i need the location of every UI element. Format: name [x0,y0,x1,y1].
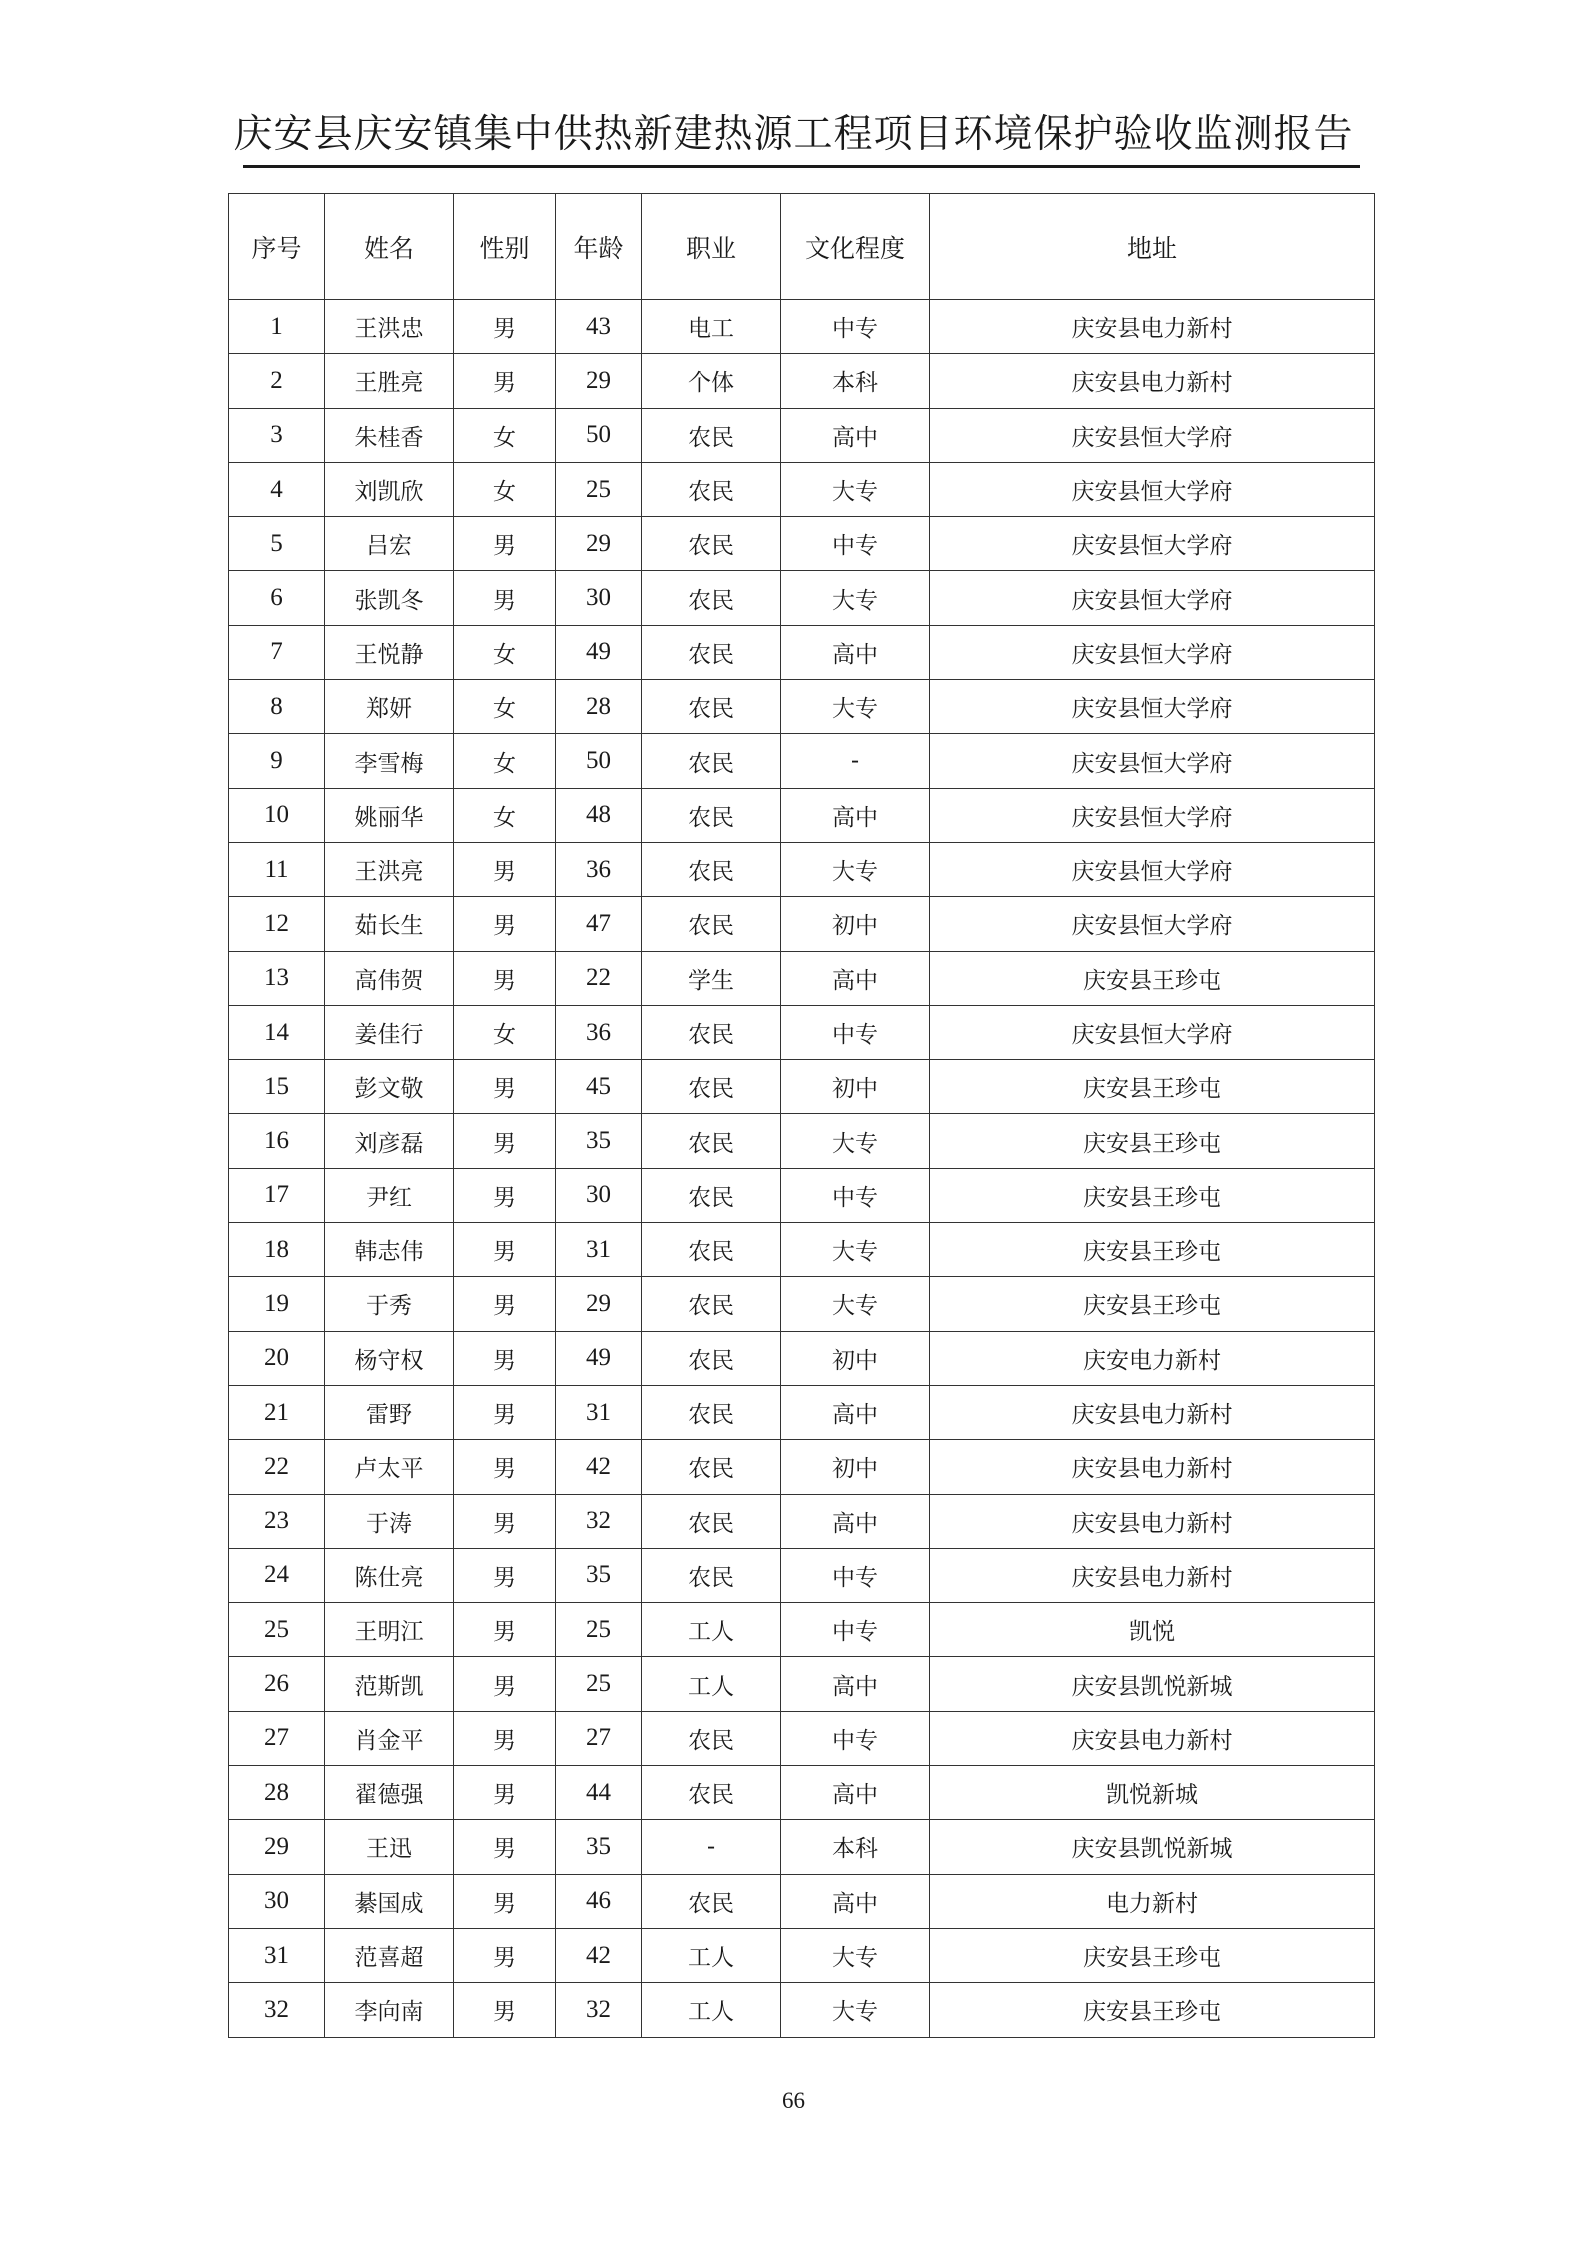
survey-table [228,193,1375,2038]
cell-address: 电力新村 [930,1874,1375,1928]
cell-age: 50 [556,734,642,788]
cell-occupation: 农民 [642,625,781,679]
cell-occupation: 农民 [642,897,781,951]
table-row [229,951,1375,1005]
cell-address: 庆安县电力新村 [930,1711,1375,1765]
cell-name: 姜佳行 [325,1005,454,1059]
table-row [229,1548,1375,1602]
cell-occupation: 农民 [642,1874,781,1928]
cell-occupation: 农民 [642,788,781,842]
cell-name: 卢太平 [325,1440,454,1494]
cell-address: 庆安县凯悦新城 [930,1657,1375,1711]
page-header [0,110,1587,160]
cell-serial: 1 [229,300,325,354]
cell-education: 初中 [781,1440,930,1494]
table-row [229,1928,1375,1982]
table-row [229,680,1375,734]
cell-occupation: 农民 [642,571,781,625]
cell-education: 高中 [781,625,930,679]
cell-education: 大专 [781,1114,930,1168]
cell-name: 于秀 [325,1277,454,1331]
table-row [229,300,1375,354]
cell-occupation: 工人 [642,1928,781,1982]
cell-education: 大专 [781,1928,930,1982]
cell-address: 庆安县恒大学府 [930,1005,1375,1059]
cell-serial: 27 [229,1711,325,1765]
cell-address: 庆安县王珍屯 [930,951,1375,1005]
cell-education: 初中 [781,1331,930,1385]
cell-education: 高中 [781,1494,930,1548]
cell-serial: 10 [229,788,325,842]
cell-name: 李向南 [325,1983,454,2037]
page-title: 庆安县庆安镇集中供热新建热源工程项目环境保护验收监测报告 [233,112,1354,157]
cell-serial: 22 [229,1440,325,1494]
cell-address: 庆安县王珍屯 [930,1060,1375,1114]
cell-serial: 21 [229,1385,325,1439]
cell-address: 庆安县恒大学府 [930,897,1375,951]
cell-age: 35 [556,1114,642,1168]
page-number: 66 [782,2088,805,2113]
cell-serial: 23 [229,1494,325,1548]
header-rule [243,165,1360,168]
cell-age: 28 [556,680,642,734]
table-row [229,788,1375,842]
cell-education: 中专 [781,1711,930,1765]
cell-address: 凯悦新城 [930,1766,1375,1820]
column-header-education: 文化程度 [781,194,930,300]
cell-age: 25 [556,462,642,516]
cell-gender: 男 [454,897,556,951]
cell-occupation: 农民 [642,408,781,462]
cell-gender: 男 [454,1603,556,1657]
cell-occupation: - [642,1820,781,1874]
cell-education: 高中 [781,1766,930,1820]
cell-education: 高中 [781,788,930,842]
cell-name: 王洪忠 [325,300,454,354]
cell-gender: 女 [454,788,556,842]
cell-serial: 17 [229,1168,325,1222]
cell-address: 庆安县恒大学府 [930,788,1375,842]
cell-serial: 11 [229,842,325,896]
cell-occupation: 农民 [642,1440,781,1494]
cell-gender: 男 [454,1874,556,1928]
cell-name: 王迅 [325,1820,454,1874]
cell-address: 庆安县恒大学府 [930,680,1375,734]
table-row [229,1005,1375,1059]
cell-name: 茹长生 [325,897,454,951]
cell-age: 43 [556,300,642,354]
cell-address: 庆安县恒大学府 [930,517,1375,571]
cell-address: 庆安县恒大学府 [930,408,1375,462]
table-row [229,1603,1375,1657]
cell-age: 27 [556,1711,642,1765]
cell-education: 大专 [781,571,930,625]
cell-age: 35 [556,1548,642,1602]
cell-name: 于涛 [325,1494,454,1548]
cell-name: 范斯凯 [325,1657,454,1711]
table-body [229,300,1375,2038]
cell-address: 庆安县凯悦新城 [930,1820,1375,1874]
cell-address: 庆安县电力新村 [930,1440,1375,1494]
cell-education: 初中 [781,897,930,951]
cell-serial: 29 [229,1820,325,1874]
cell-serial: 6 [229,571,325,625]
cell-occupation: 农民 [642,680,781,734]
cell-serial: 4 [229,462,325,516]
cell-serial: 2 [229,354,325,408]
table-row [229,1277,1375,1331]
cell-gender: 女 [454,625,556,679]
cell-serial: 19 [229,1277,325,1331]
cell-gender: 男 [454,1548,556,1602]
cell-occupation: 农民 [642,1331,781,1385]
cell-serial: 15 [229,1060,325,1114]
table-row [229,354,1375,408]
cell-age: 42 [556,1928,642,1982]
cell-occupation: 个体 [642,354,781,408]
cell-age: 22 [556,951,642,1005]
column-header-address: 地址 [930,194,1375,300]
table-row [229,408,1375,462]
cell-gender: 女 [454,734,556,788]
table-row [229,1983,1375,2037]
cell-address: 庆安县王珍屯 [930,1114,1375,1168]
cell-age: 30 [556,571,642,625]
table-row [229,1657,1375,1711]
cell-address: 凯悦 [930,1603,1375,1657]
cell-gender: 男 [454,1114,556,1168]
cell-age: 29 [556,1277,642,1331]
cell-address: 庆安县王珍屯 [930,1223,1375,1277]
cell-address: 庆安县恒大学府 [930,625,1375,679]
cell-occupation: 农民 [642,1766,781,1820]
cell-name: 张凯冬 [325,571,454,625]
cell-age: 50 [556,408,642,462]
cell-occupation: 农民 [642,1548,781,1602]
cell-name: 朱桂香 [325,408,454,462]
cell-address: 庆安电力新村 [930,1331,1375,1385]
cell-name: 刘彦磊 [325,1114,454,1168]
cell-address: 庆安县王珍屯 [930,1983,1375,2037]
table-row [229,1331,1375,1385]
cell-education: 高中 [781,1385,930,1439]
table-row [229,1766,1375,1820]
cell-age: 42 [556,1440,642,1494]
cell-serial: 9 [229,734,325,788]
cell-name: 吕宏 [325,517,454,571]
cell-gender: 男 [454,1277,556,1331]
cell-serial: 28 [229,1766,325,1820]
cell-education: 高中 [781,1874,930,1928]
cell-gender: 男 [454,1494,556,1548]
table-row [229,1494,1375,1548]
cell-address: 庆安县恒大学府 [930,734,1375,788]
cell-serial: 3 [229,408,325,462]
cell-serial: 32 [229,1983,325,2037]
cell-gender: 女 [454,1005,556,1059]
cell-occupation: 农民 [642,517,781,571]
cell-gender: 男 [454,1766,556,1820]
cell-education: 大专 [781,680,930,734]
cell-serial: 18 [229,1223,325,1277]
column-header-gender: 性别 [454,194,556,300]
cell-education: 大专 [781,1983,930,2037]
cell-age: 25 [556,1657,642,1711]
table-row [229,1223,1375,1277]
table-row [229,842,1375,896]
table-row [229,1168,1375,1222]
cell-gender: 男 [454,1223,556,1277]
cell-occupation: 农民 [642,1114,781,1168]
cell-serial: 16 [229,1114,325,1168]
cell-address: 庆安县电力新村 [930,1494,1375,1548]
cell-address: 庆安县恒大学府 [930,842,1375,896]
cell-gender: 男 [454,1440,556,1494]
cell-address: 庆安县王珍屯 [930,1277,1375,1331]
cell-serial: 24 [229,1548,325,1602]
cell-age: 36 [556,842,642,896]
cell-occupation: 农民 [642,734,781,788]
cell-age: 49 [556,1331,642,1385]
column-header-serial: 序号 [229,194,325,300]
cell-gender: 男 [454,1385,556,1439]
table-row [229,1874,1375,1928]
table-header [229,194,1375,300]
table-row [229,625,1375,679]
survey-table-container [228,193,1374,2038]
cell-occupation: 农民 [642,1060,781,1114]
cell-age: 47 [556,897,642,951]
cell-name: 王悦静 [325,625,454,679]
column-header-age: 年龄 [556,194,642,300]
cell-address: 庆安县电力新村 [930,354,1375,408]
cell-education: 高中 [781,951,930,1005]
table-row [229,897,1375,951]
cell-gender: 男 [454,1820,556,1874]
cell-serial: 7 [229,625,325,679]
cell-occupation: 农民 [642,462,781,516]
cell-name: 雷野 [325,1385,454,1439]
cell-age: 44 [556,1766,642,1820]
cell-occupation: 工人 [642,1657,781,1711]
table-row [229,1820,1375,1874]
cell-occupation: 农民 [642,1385,781,1439]
cell-age: 29 [556,517,642,571]
cell-occupation: 农民 [642,842,781,896]
cell-education: 中专 [781,1005,930,1059]
cell-age: 25 [556,1603,642,1657]
cell-gender: 男 [454,571,556,625]
cell-name: 姚丽华 [325,788,454,842]
cell-occupation: 农民 [642,1168,781,1222]
cell-gender: 男 [454,1983,556,2037]
cell-education: 高中 [781,1657,930,1711]
cell-gender: 男 [454,1060,556,1114]
cell-serial: 31 [229,1928,325,1982]
cell-gender: 男 [454,517,556,571]
cell-serial: 8 [229,680,325,734]
cell-age: 31 [556,1385,642,1439]
cell-address: 庆安县王珍屯 [930,1928,1375,1982]
cell-occupation: 学生 [642,951,781,1005]
table-row [229,1440,1375,1494]
cell-occupation: 工人 [642,1603,781,1657]
cell-education: 大专 [781,842,930,896]
cell-address: 庆安县电力新村 [930,1385,1375,1439]
cell-name: 尹红 [325,1168,454,1222]
cell-serial: 14 [229,1005,325,1059]
cell-gender: 男 [454,842,556,896]
cell-name: 陈仕亮 [325,1548,454,1602]
table-header-row [229,194,1375,300]
cell-name: 韩志伟 [325,1223,454,1277]
cell-occupation: 农民 [642,1494,781,1548]
cell-serial: 26 [229,1657,325,1711]
cell-address: 庆安县电力新村 [930,1548,1375,1602]
cell-age: 36 [556,1005,642,1059]
cell-age: 46 [556,1874,642,1928]
cell-serial: 30 [229,1874,325,1928]
cell-age: 29 [556,354,642,408]
cell-age: 32 [556,1494,642,1548]
cell-name: 綦国成 [325,1874,454,1928]
cell-gender: 女 [454,680,556,734]
cell-occupation: 工人 [642,1983,781,2037]
cell-education: - [781,734,930,788]
cell-gender: 男 [454,1168,556,1222]
cell-gender: 男 [454,300,556,354]
table-row [229,1385,1375,1439]
cell-occupation: 农民 [642,1223,781,1277]
cell-age: 48 [556,788,642,842]
cell-name: 肖金平 [325,1711,454,1765]
column-header-name: 姓名 [325,194,454,300]
cell-education: 大专 [781,1223,930,1277]
table-row [229,1060,1375,1114]
cell-name: 范喜超 [325,1928,454,1982]
cell-gender: 男 [454,1928,556,1982]
cell-name: 彭文敬 [325,1060,454,1114]
cell-serial: 12 [229,897,325,951]
cell-age: 31 [556,1223,642,1277]
cell-education: 本科 [781,354,930,408]
cell-name: 王洪亮 [325,842,454,896]
cell-education: 中专 [781,1168,930,1222]
cell-education: 大专 [781,462,930,516]
cell-gender: 男 [454,1657,556,1711]
cell-name: 杨守权 [325,1331,454,1385]
cell-address: 庆安县恒大学府 [930,462,1375,516]
cell-gender: 男 [454,1711,556,1765]
cell-name: 高伟贺 [325,951,454,1005]
table-row [229,1711,1375,1765]
cell-serial: 25 [229,1603,325,1657]
cell-age: 49 [556,625,642,679]
cell-age: 45 [556,1060,642,1114]
cell-serial: 13 [229,951,325,1005]
cell-occupation: 农民 [642,1277,781,1331]
table-row [229,1114,1375,1168]
cell-gender: 女 [454,462,556,516]
table-row [229,517,1375,571]
cell-gender: 男 [454,354,556,408]
cell-education: 高中 [781,408,930,462]
cell-education: 大专 [781,1277,930,1331]
cell-age: 32 [556,1983,642,2037]
cell-address: 庆安县恒大学府 [930,571,1375,625]
cell-name: 王明江 [325,1603,454,1657]
cell-education: 中专 [781,300,930,354]
cell-education: 中专 [781,1548,930,1602]
cell-education: 初中 [781,1060,930,1114]
cell-occupation: 农民 [642,1005,781,1059]
cell-education: 中专 [781,517,930,571]
cell-name: 郑妍 [325,680,454,734]
cell-gender: 女 [454,408,556,462]
cell-gender: 男 [454,951,556,1005]
cell-name: 翟德强 [325,1766,454,1820]
cell-occupation: 电工 [642,300,781,354]
table-row [229,734,1375,788]
cell-name: 刘凯欣 [325,462,454,516]
cell-education: 本科 [781,1820,930,1874]
cell-name: 李雪梅 [325,734,454,788]
cell-education: 中专 [781,1603,930,1657]
cell-age: 30 [556,1168,642,1222]
cell-gender: 男 [454,1331,556,1385]
cell-address: 庆安县电力新村 [930,300,1375,354]
cell-occupation: 农民 [642,1711,781,1765]
cell-name: 王胜亮 [325,354,454,408]
cell-serial: 5 [229,517,325,571]
table-row [229,462,1375,516]
cell-serial: 20 [229,1331,325,1385]
column-header-occupation: 职业 [642,194,781,300]
table-row [229,571,1375,625]
cell-age: 35 [556,1820,642,1874]
cell-address: 庆安县王珍屯 [930,1168,1375,1222]
